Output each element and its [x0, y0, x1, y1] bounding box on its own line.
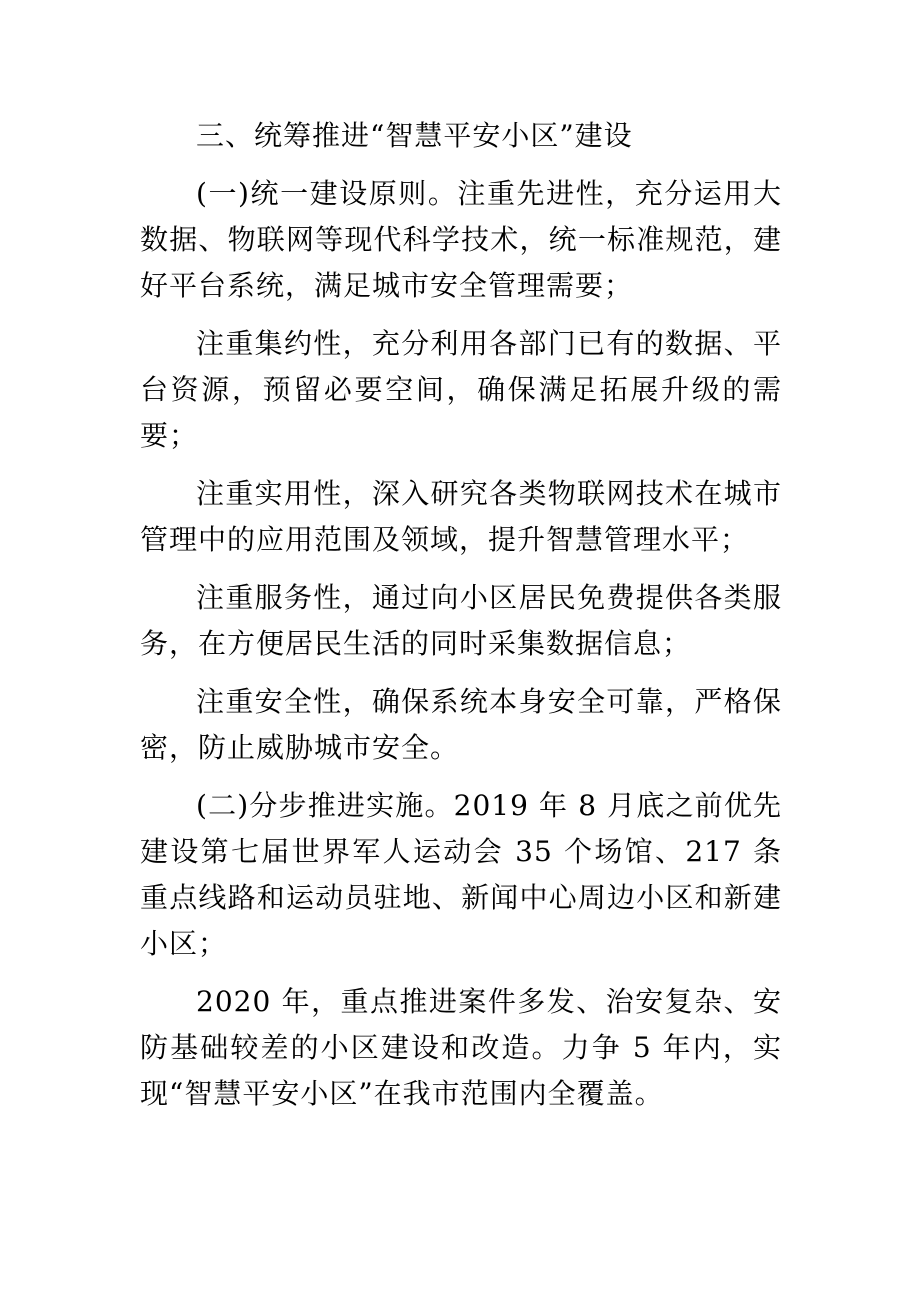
- paragraph-phased-implementation: (二)分步推进实施。2019 年 8 月底之前优先建设第七届世界军人运动会 35 个场馆、217 条重点线路和运动员驻地、新闻中心周边小区和新建小区；: [140, 789, 782, 960]
- paragraph-intensive: 注重集约性，充分利用各部门已有的数据、平台资源，预留必要空间，确保满足拓展升级的需要；: [140, 327, 782, 452]
- paragraph-2020-plan: 2020 年，重点推进案件多发、治安复杂、安防基础较差的小区建设和改造。力争 5 年内，实现“智慧平安小区”在我市范围内全覆盖。: [140, 985, 782, 1110]
- section-heading: 三、统筹推进“智慧平安小区”建设: [196, 119, 633, 152]
- document-body: [140, 113, 782, 1129]
- paragraph-practical: 注重实用性，深入研究各类物联网技术在城市管理中的应用范围及领域，提升智慧管理水平；: [140, 477, 782, 556]
- paragraph-service: 注重服务性，通过向小区居民免费提供各类服务，在方便居民生活的同时采集数据信息；: [140, 581, 782, 660]
- paragraph-security: 注重安全性，确保系统本身安全可靠，严格保密，防止威胁城市安全。: [140, 685, 782, 764]
- paragraph-principles: (一)统一建设原则。注重先进性，充分运用大数据、物联网等现代科学技术，统一标准规范，建好平台系统，满足城市安全管理需要；: [140, 177, 782, 302]
